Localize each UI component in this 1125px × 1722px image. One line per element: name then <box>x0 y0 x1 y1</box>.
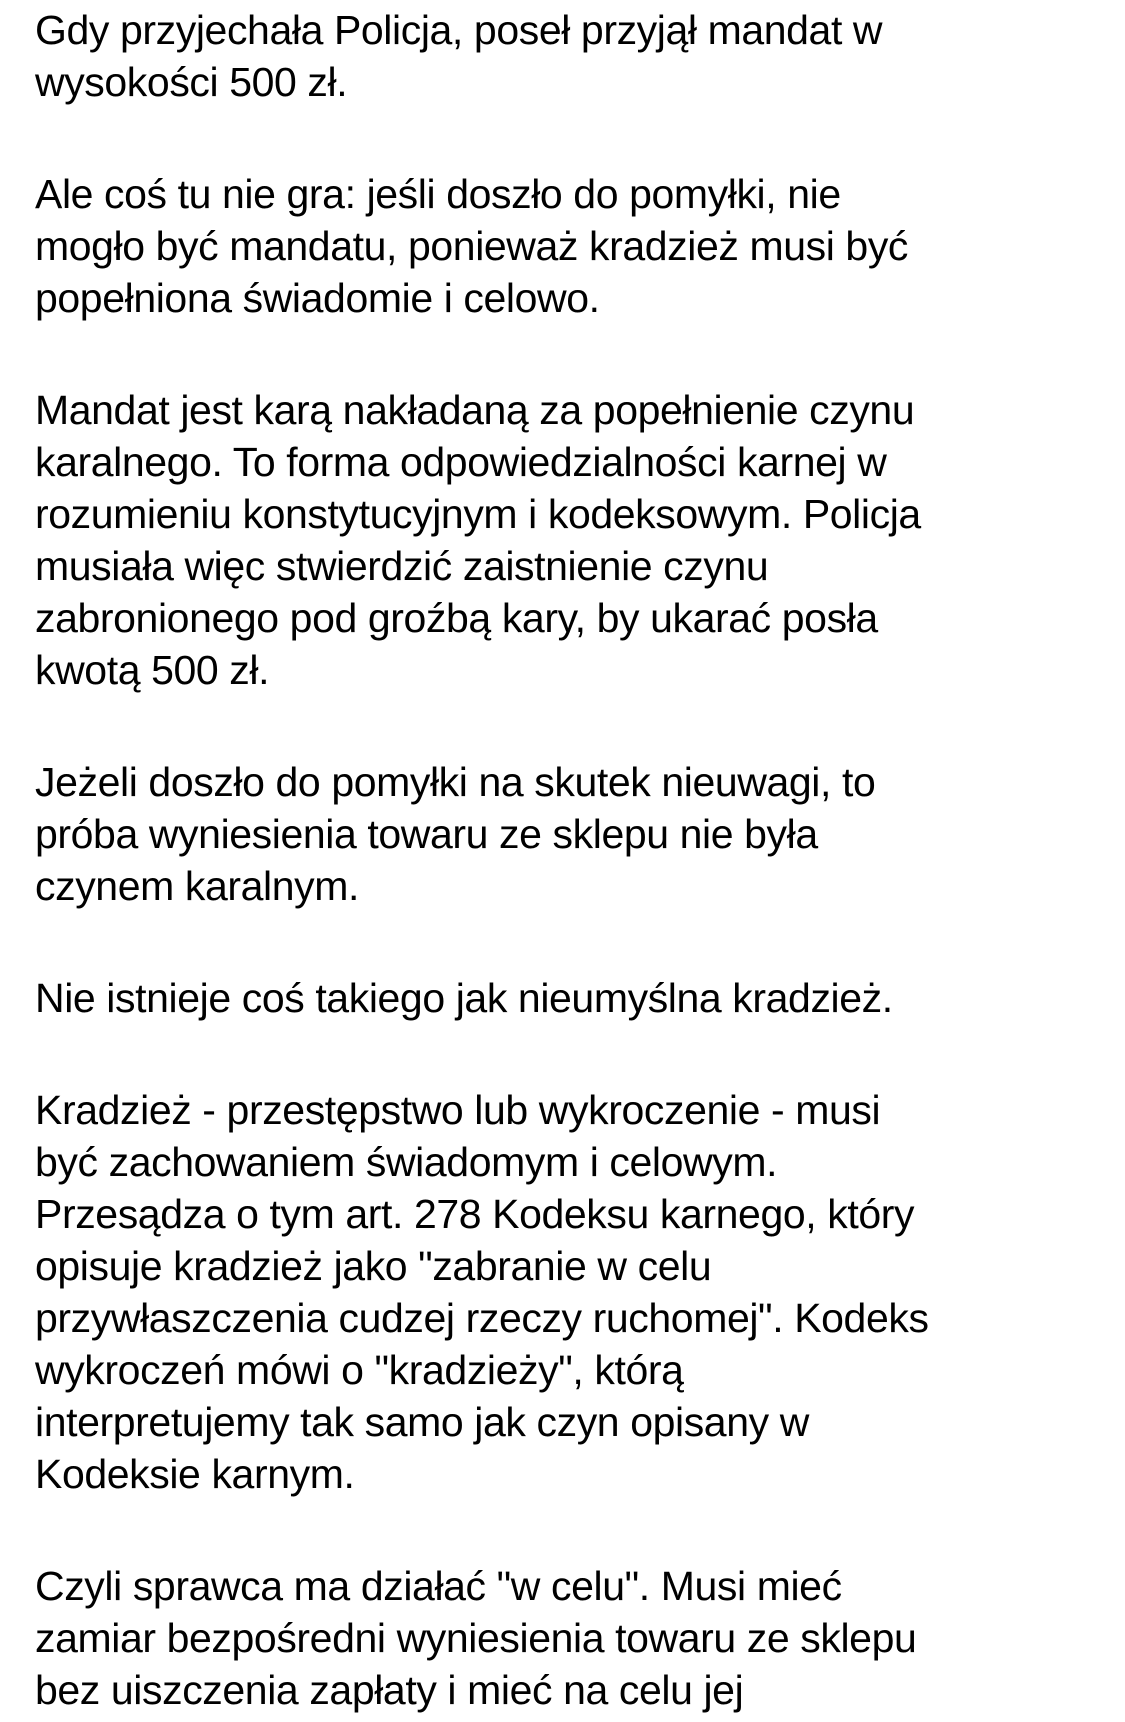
text-line: zabronionego pod groźbą kary, by ukarać posła <box>35 595 878 641</box>
text-line: Ale coś tu nie gra: jeśli doszło do pomyłki, nie <box>35 171 841 217</box>
text-line: Kradzież - przestępstwo lub wykroczenie - musi <box>35 1087 881 1133</box>
text-line: Kodeksie karnym. <box>35 1451 355 1497</box>
paragraph <box>35 384 1105 696</box>
text-line: Nie istnieje coś takiego jak nieumyślna kradzież. <box>35 975 893 1021</box>
paragraph <box>35 168 1105 324</box>
text-line: przywłaszczenia cudzej rzeczy ruchomej". Kodeks <box>35 1295 929 1341</box>
text-line: karalnego. To forma odpowiedzialności karnej w <box>35 439 887 485</box>
text-line: opisuje kradzież jako "zabranie w celu <box>35 1243 712 1289</box>
text-line: wysokości 500 zł. <box>35 59 348 105</box>
text-line: popełniona świadomie i celowo. <box>35 275 600 321</box>
text-line: musiała więc stwierdzić zaistnienie czynu <box>35 543 769 589</box>
text-line: czynem karalnym. <box>35 863 359 909</box>
text-line: Mandat jest karą nakładaną za popełnienie czynu <box>35 387 915 433</box>
text-line: kwotą 500 zł. <box>35 647 270 693</box>
paragraph <box>35 972 1105 1024</box>
text-line: Czyli sprawca ma działać "w celu". Musi mieć <box>35 1563 842 1609</box>
text-line: mogło być mandatu, ponieważ kradzież musi być <box>35 223 909 269</box>
text-line: być zachowaniem świadomym i celowym. <box>35 1139 778 1185</box>
text-line: próba wyniesienia towaru ze sklepu nie była <box>35 811 818 857</box>
paragraph <box>35 1560 1105 1716</box>
text-line: bez uiszczenia zapłaty i mieć na celu jej <box>35 1667 744 1713</box>
paragraph <box>35 756 1105 912</box>
text-line: wykroczeń mówi o "kradzieży", którą <box>35 1347 684 1393</box>
text-line: Gdy przyjechała Policja, poseł przyjął mandat w <box>35 7 883 53</box>
text-line: rozumieniu konstytucyjnym i kodeksowym. Policja <box>35 491 921 537</box>
text-line: Przesądza o tym art. 278 Kodeksu karnego, który <box>35 1191 915 1237</box>
text-line: zamiar bezpośredni wyniesienia towaru ze sklepu <box>35 1615 917 1661</box>
text-line: Jeżeli doszło do pomyłki na skutek nieuwagi, to <box>35 759 876 805</box>
paragraph <box>35 4 1105 108</box>
paragraph <box>35 1084 1105 1500</box>
text-line: interpretujemy tak samo jak czyn opisany w <box>35 1399 809 1445</box>
